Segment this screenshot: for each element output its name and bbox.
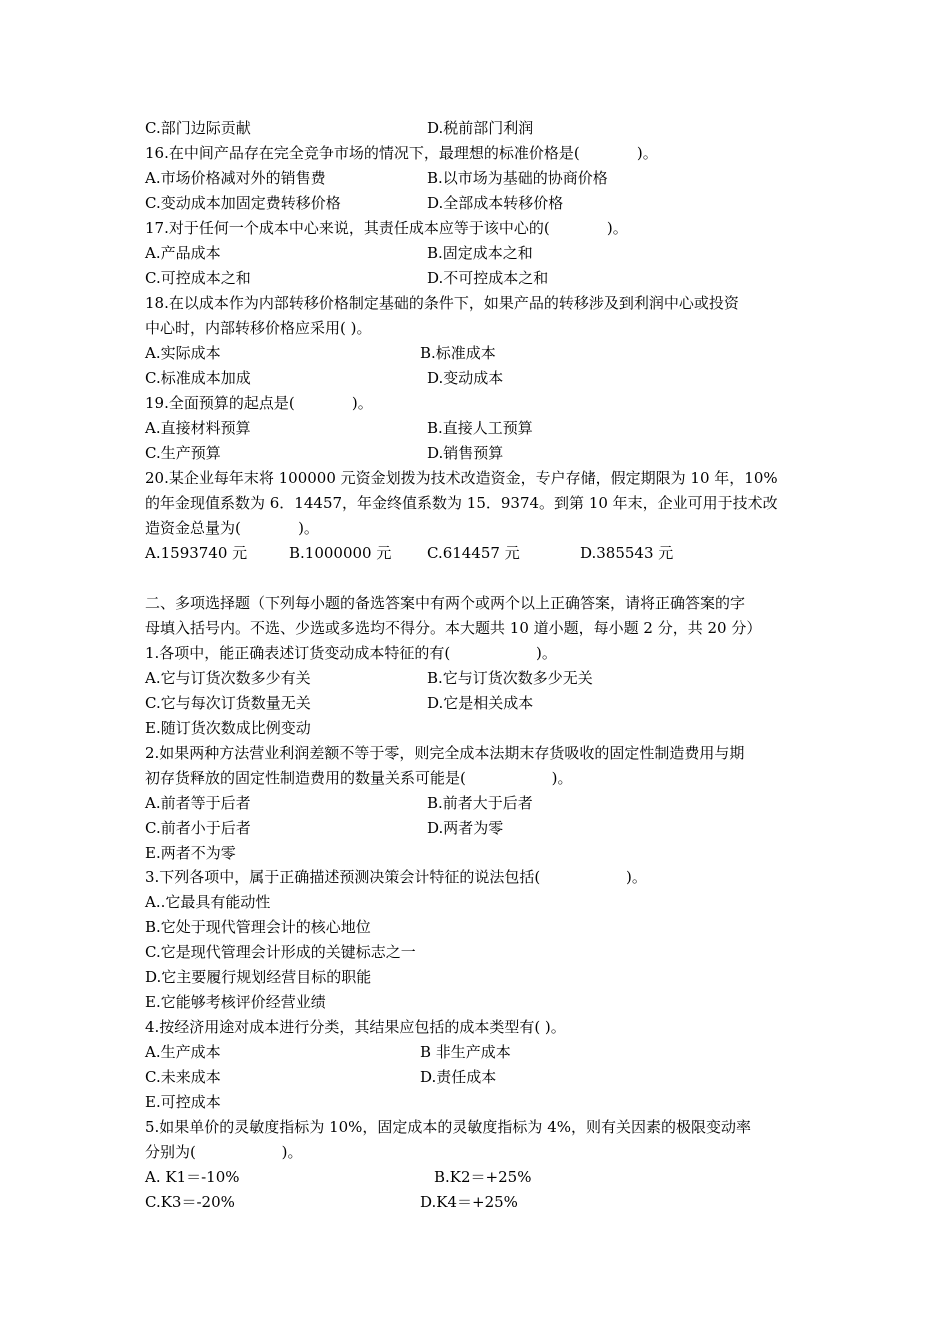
option-text: E.两者不为零 — [145, 844, 236, 862]
option-text: E.可控成本 — [145, 1093, 221, 1111]
option-text: B 非生产成本 — [420, 1043, 511, 1061]
question-stem: 2.如果两种方法营业利润差额不等于零，则完全成本法期末存货吸收的固定性制造费用与期 — [145, 744, 745, 762]
question-stem: 造资金总量为( )。 — [145, 519, 319, 537]
option-text: E.随订货次数成比例变动 — [145, 719, 311, 737]
option-text: A..它最具有能动性 — [145, 893, 271, 911]
section-heading: 二、多项选择题（下列每小题的备选答案中有两个或两个以上正确答案，请将正确答案的字 — [145, 594, 746, 612]
question-stem: 20.某企业每年末将 100000 元资金划拨为技术改造资金，专户存储，假定期限为 10 年，10% — [145, 469, 778, 487]
option-text: C.K3＝-20% — [145, 1193, 235, 1211]
question-stem: 中心时，内部转移价格应采用( )。 — [145, 319, 372, 337]
option-text: C.它是现代管理会计形成的关键标志之一 — [145, 943, 416, 961]
option-text: C.它与每次订货数量无关 — [145, 694, 311, 712]
option-text: A.产品成本 — [145, 244, 221, 262]
question-stem: 1.各项中，能正确表述订货变动成本特征的有( )。 — [145, 644, 557, 662]
option-text: B.固定成本之和 — [427, 244, 533, 262]
option-text: D.它主要履行规划经营目标的职能 — [145, 968, 372, 986]
section-heading: 母填入括号内。不选、少选或多选均不得分。本大题共 10 道小题，每小题 2 分，共 20 分） — [145, 619, 762, 637]
option-text: E.它能够考核评价经营业绩 — [145, 993, 326, 1011]
option-text: B.前者大于后者 — [427, 794, 533, 812]
question-stem: 5.如果单价的灵敏度指标为 10%，固定成本的灵敏度指标为 4%，则有关因素的极限变动率 — [145, 1118, 751, 1136]
option-text: C.可控成本之和 — [145, 269, 251, 287]
option-text: B.1000000 元 — [289, 544, 392, 562]
option-text: A.生产成本 — [145, 1043, 221, 1061]
option-text: A.1593740 元 — [145, 544, 248, 562]
option-text: D.销售预算 — [427, 444, 504, 462]
option-text: A.实际成本 — [145, 344, 221, 362]
option-text: D.不可控成本之和 — [427, 269, 549, 287]
question-stem: 3.下列各项中，属于正确描述预测决策会计特征的说法包括( )。 — [145, 868, 647, 886]
option-text: D.全部成本转移价格 — [427, 194, 564, 212]
option-text: B.以市场为基础的协商价格 — [427, 169, 608, 187]
question-stem: 初存货释放的固定性制造费用的数量关系可能是( )。 — [145, 769, 573, 787]
option-text: D.变动成本 — [427, 369, 504, 387]
option-text: A.市场价格减对外的销售费 — [145, 169, 326, 187]
option-text: B.K2＝+25% — [434, 1168, 532, 1186]
option-text: C.生产预算 — [145, 444, 221, 462]
question-stem: 19.全面预算的起点是( )。 — [145, 394, 373, 412]
question-stem: 分别为( )。 — [145, 1143, 303, 1161]
question-stem: 4.按经济用途对成本进行分类，其结果应包括的成本类型有( )。 — [145, 1018, 566, 1036]
option-text: D.税前部门利润 — [427, 119, 534, 137]
option-text: A.前者等于后者 — [145, 794, 251, 812]
option-text: C.变动成本加固定费转移价格 — [145, 194, 341, 212]
question-stem: 17.对于任何一个成本中心来说，其责任成本应等于该中心的( )。 — [145, 219, 628, 237]
option-text: A. K1＝-10% — [145, 1168, 240, 1186]
option-text: B.直接人工预算 — [427, 419, 533, 437]
option-text: D.K4＝+25% — [420, 1193, 518, 1211]
option-text: C.部门边际贡献 — [145, 119, 251, 137]
option-text: B.它与订货次数多少无关 — [427, 669, 593, 687]
option-text: C.前者小于后者 — [145, 819, 251, 837]
option-text: B.标准成本 — [420, 344, 496, 362]
question-stem: 的年金现值系数为 6．14457，年金终值系数为 15．9374。到第 10 年末，企业可用于技术改 — [145, 494, 778, 512]
option-text: B.它处于现代管理会计的核心地位 — [145, 918, 371, 936]
option-text: D.385543 元 — [580, 544, 674, 562]
question-stem: 16.在中间产品存在完全竞争市场的情况下，最理想的标准价格是( )。 — [145, 144, 658, 162]
option-text: A.它与订货次数多少有关 — [145, 669, 311, 687]
option-text: D.它是相关成本 — [427, 694, 534, 712]
option-text: D.两者为零 — [427, 819, 504, 837]
option-text: D.责任成本 — [420, 1068, 497, 1086]
option-text: C.标准成本加成 — [145, 369, 251, 387]
option-text: C.未来成本 — [145, 1068, 221, 1086]
option-text: C.614457 元 — [427, 544, 520, 562]
question-stem: 18.在以成本作为内部转移价格制定基础的条件下，如果产品的转移涉及到利润中心或投资 — [145, 294, 739, 312]
option-text: A.直接材料预算 — [145, 419, 251, 437]
